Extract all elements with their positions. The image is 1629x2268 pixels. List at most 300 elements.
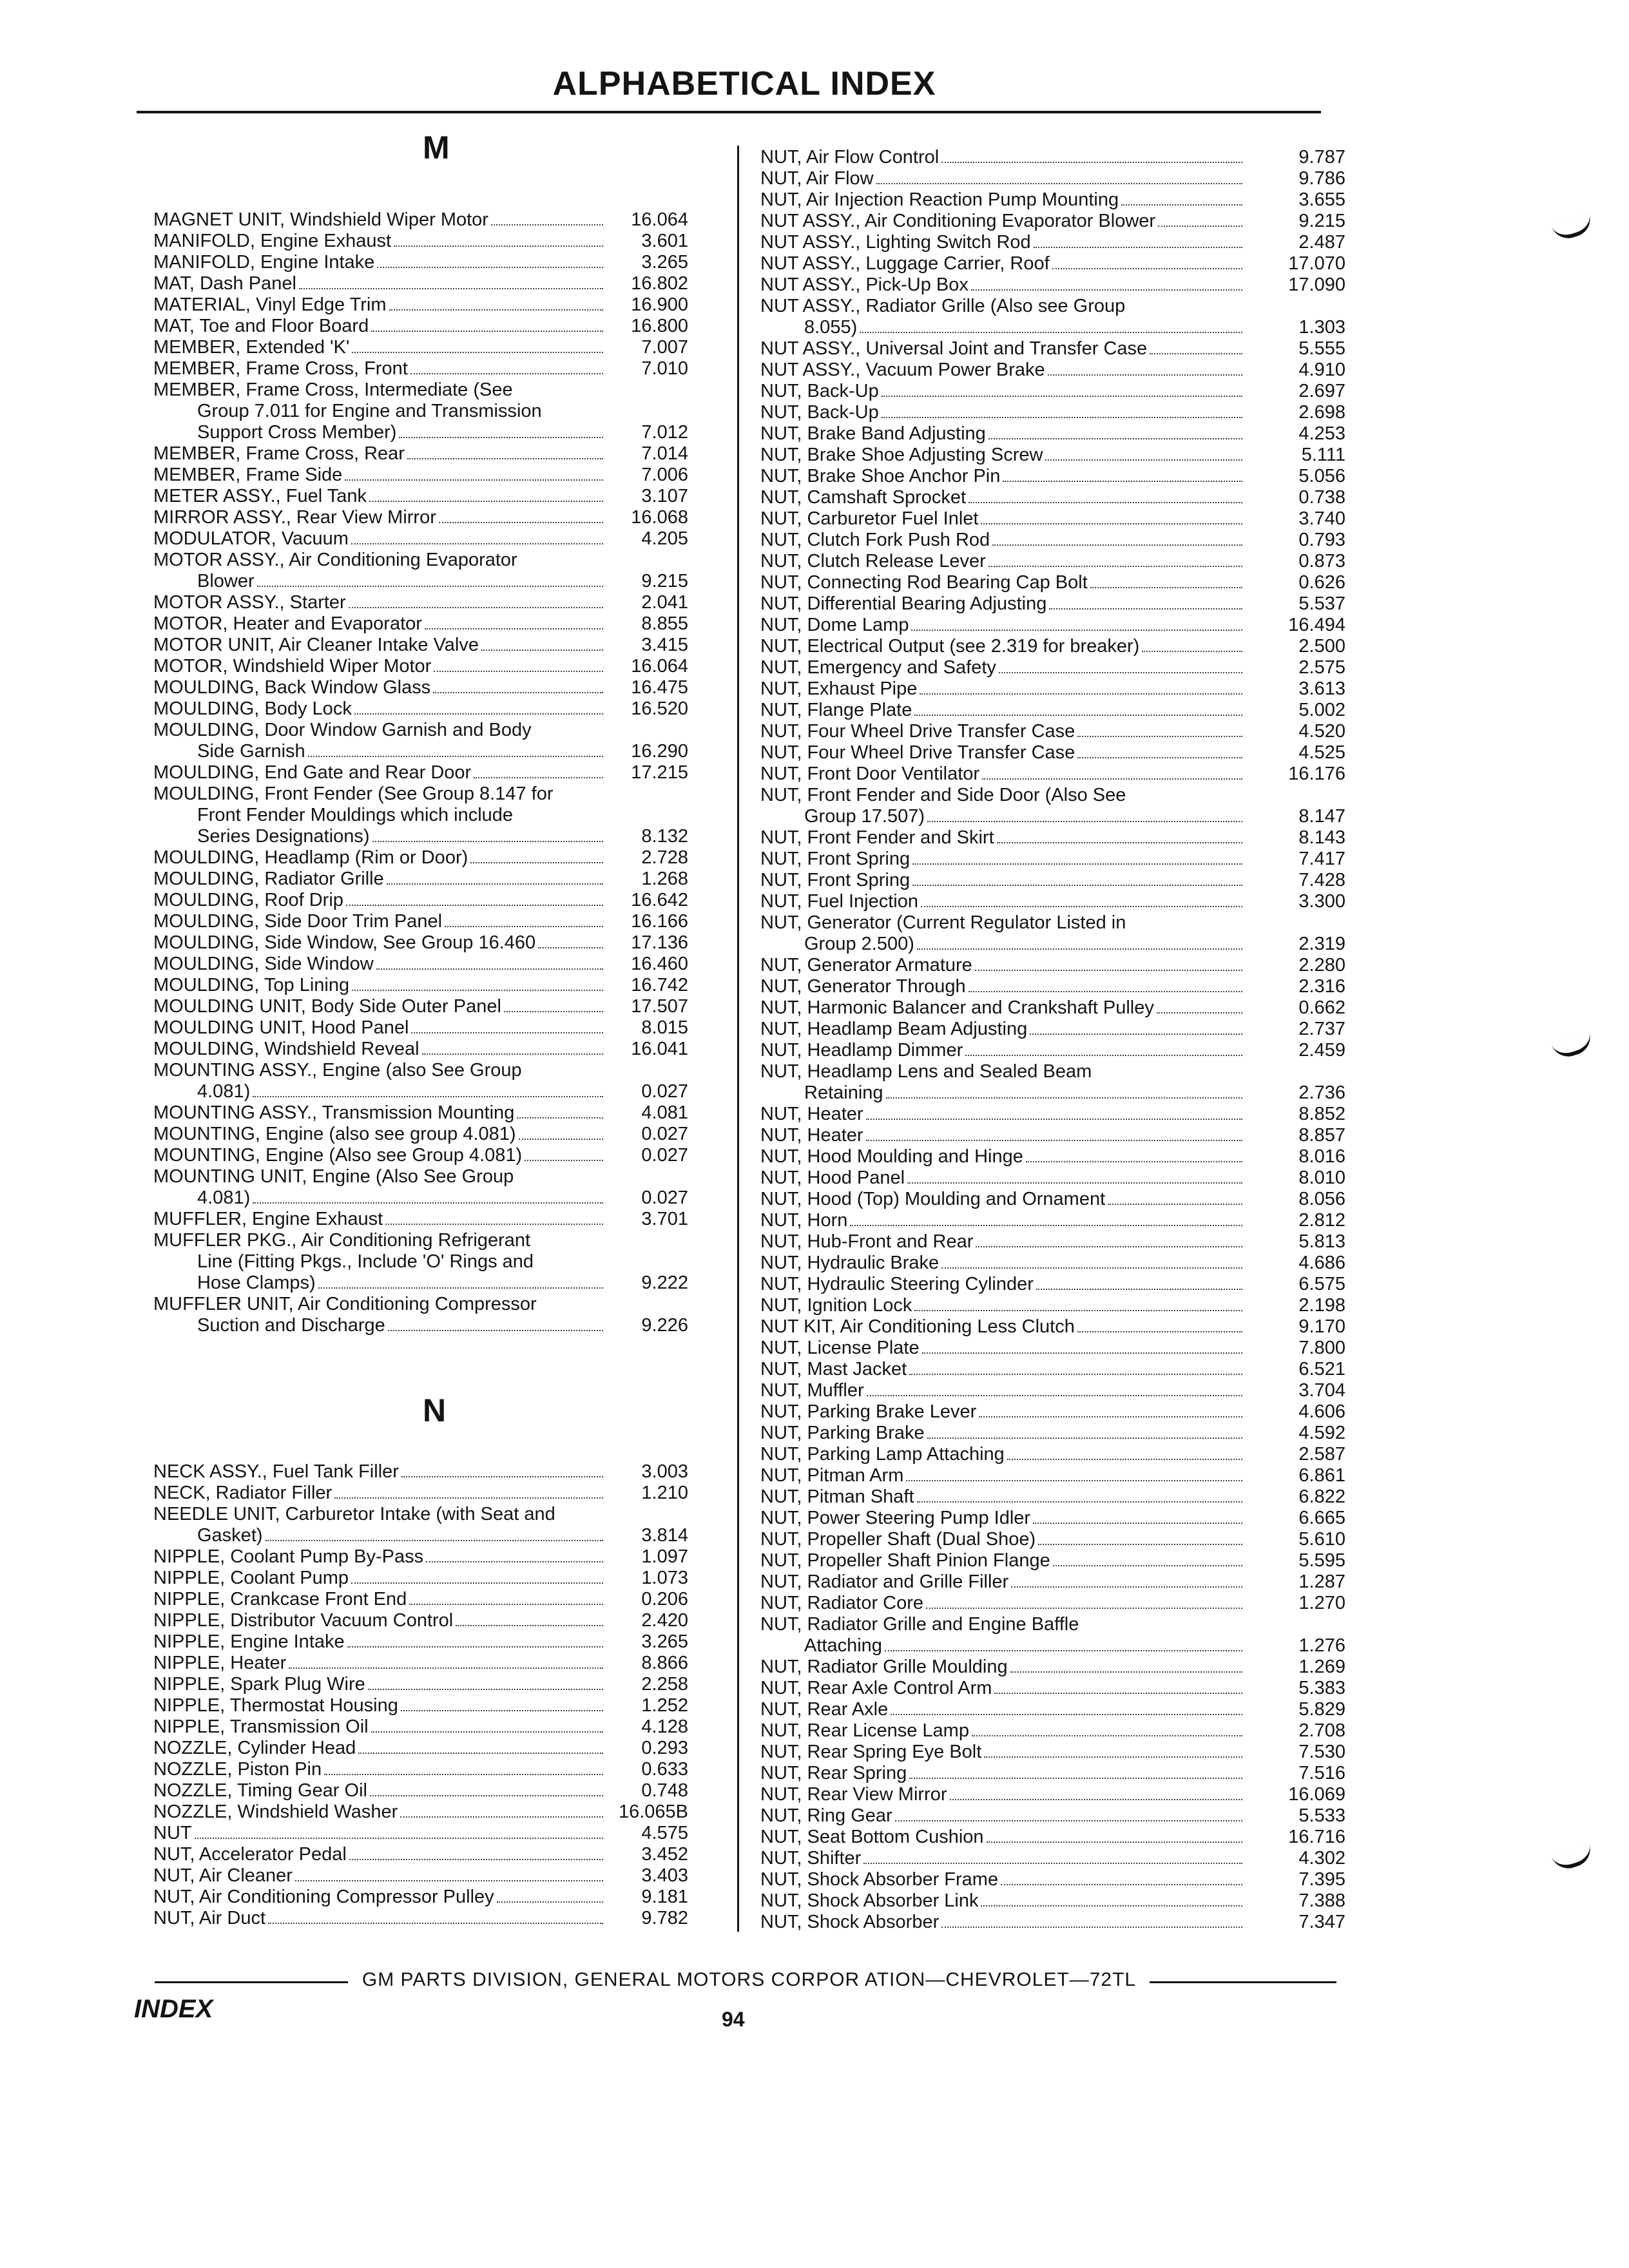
entry-description: 8.055) — [804, 317, 858, 338]
index-entry — [760, 1508, 1345, 1529]
entry-description: NUT, Front Spring — [760, 870, 911, 890]
dot-leader — [1077, 736, 1242, 737]
entry-line — [153, 1145, 606, 1166]
entry-description: MATERIAL, Vinyl Edge Trim — [153, 294, 387, 315]
entry-line — [153, 1060, 606, 1081]
index-entry — [760, 147, 1345, 168]
dot-leader — [1157, 1012, 1242, 1014]
dot-leader — [1053, 1565, 1242, 1566]
entry-line — [760, 636, 1245, 657]
entry-line — [153, 592, 606, 613]
index-entry — [153, 1695, 688, 1716]
entry-line — [760, 700, 1245, 721]
group-number: 4.128 — [641, 1716, 688, 1737]
dot-leader — [1038, 1544, 1242, 1545]
dot-leader — [352, 990, 603, 991]
index-entry — [760, 572, 1345, 593]
entry-description: MUFFLER UNIT, Air Conditioning Compressor — [153, 1294, 537, 1314]
entry-line — [153, 1780, 606, 1802]
entry-description: MANIFOLD, Engine Intake — [153, 252, 375, 273]
index-entry — [153, 1294, 688, 1336]
index-entry — [760, 1338, 1345, 1359]
group-number: 2.728 — [641, 847, 688, 868]
entry-description: NUT, Hydraulic Brake — [760, 1253, 940, 1273]
group-number: 6.861 — [1298, 1465, 1345, 1486]
dot-leader — [992, 544, 1242, 546]
dot-leader — [257, 586, 603, 587]
index-entry — [153, 911, 688, 932]
entry-description: MAT, Toe and Floor Board — [153, 316, 369, 336]
entry-description: NUT, Radiator Core — [760, 1593, 924, 1613]
entry-line — [153, 783, 606, 805]
entry-line — [760, 1253, 1245, 1274]
index-entry — [153, 1166, 688, 1209]
group-number: 4.081 — [641, 1102, 688, 1123]
dot-leader — [926, 1608, 1242, 1609]
group-number: 16.041 — [631, 1039, 688, 1059]
entry-line — [760, 1295, 1245, 1316]
entry-line — [760, 1720, 1245, 1742]
group-number: 9.222 — [641, 1273, 688, 1293]
index-entry — [760, 1720, 1345, 1742]
dot-leader — [866, 1140, 1242, 1141]
entry-description: NUT, Front Spring — [760, 849, 911, 869]
entry-description: NUT — [153, 1823, 192, 1843]
entry-description: NUT, Back-Up — [760, 381, 879, 401]
entry-list-nut — [760, 147, 1345, 1933]
dot-leader — [346, 905, 603, 906]
entry-description: NUT, Propeller Shaft Pinion Flange — [760, 1550, 1050, 1571]
dot-leader — [517, 1117, 603, 1119]
dot-leader — [1142, 651, 1242, 652]
entry-line — [760, 912, 1245, 934]
entry-line — [760, 1231, 1245, 1253]
group-number: 3.265 — [641, 252, 688, 273]
entry-description: NUT ASSY., Air Conditioning Evaporator Blower — [760, 211, 1156, 231]
index-entry — [760, 1465, 1345, 1486]
entry-description: NUT ASSY., Universal Joint and Transfer Case — [760, 338, 1148, 359]
entry-line — [153, 1483, 606, 1504]
dot-leader — [909, 1778, 1242, 1779]
dot-leader — [439, 522, 603, 523]
dot-leader — [497, 1901, 603, 1903]
dot-leader — [1003, 481, 1242, 482]
dot-leader — [445, 926, 603, 927]
dot-leader — [981, 1905, 1242, 1907]
entry-line — [153, 613, 606, 635]
entry-description: NUT, Carburetor Fuel Inlet — [760, 508, 979, 529]
index-entry — [760, 530, 1345, 551]
group-number: 8.857 — [1298, 1125, 1345, 1146]
dot-leader — [1077, 1331, 1242, 1332]
entry-description: NUT, Air Duct — [153, 1908, 266, 1928]
entry-description: MOULDING, Roof Drip — [153, 890, 343, 910]
entry-line — [153, 1887, 606, 1908]
dot-leader — [349, 607, 603, 608]
entry-description: Retaining — [804, 1082, 883, 1103]
index-entry — [760, 1848, 1345, 1869]
dot-leader — [1033, 1523, 1242, 1524]
group-number: 8.132 — [641, 826, 688, 847]
entry-description: Group 17.507) — [804, 806, 925, 827]
index-entry — [153, 869, 688, 890]
entry-line — [153, 1102, 606, 1124]
index-entry — [760, 1253, 1345, 1274]
group-number: 7.006 — [641, 465, 688, 485]
index-entry — [760, 253, 1345, 274]
index-entry — [760, 381, 1345, 402]
index-entry — [153, 1802, 688, 1823]
index-entry — [760, 1316, 1345, 1338]
group-number: 17.090 — [1288, 274, 1345, 295]
index-entry — [153, 1589, 688, 1610]
group-number: 16.068 — [631, 507, 688, 528]
entry-line — [760, 955, 1245, 976]
group-number: 3.003 — [641, 1461, 688, 1482]
dot-leader — [1007, 1459, 1242, 1460]
index-entry — [153, 465, 688, 486]
group-number: 0.633 — [641, 1759, 688, 1780]
entry-line — [153, 805, 606, 826]
group-number: 1.252 — [641, 1695, 688, 1716]
entry-description: NIPPLE, Spark Plug Wire — [153, 1674, 365, 1695]
group-number: 8.016 — [1298, 1146, 1345, 1167]
group-number: 2.575 — [1298, 657, 1345, 678]
dot-leader — [863, 1863, 1242, 1864]
entry-description: NUT, Shock Absorber Link — [760, 1890, 979, 1911]
entry-description: NUT, Pitman Arm — [760, 1465, 904, 1486]
entry-description: NUT, Camshaft Sprocket — [760, 487, 967, 508]
index-entry — [760, 1805, 1345, 1827]
entry-line — [760, 615, 1245, 636]
entry-description: MEMBER, Frame Cross, Front — [153, 358, 408, 379]
index-entry — [153, 1780, 688, 1802]
group-number: 0.027 — [641, 1081, 688, 1102]
dot-leader — [984, 1756, 1242, 1758]
entry-description: MAT, Dash Panel — [153, 273, 296, 294]
group-number: 2.319 — [1298, 934, 1345, 954]
entry-line — [760, 1657, 1245, 1678]
entry-line — [153, 1802, 606, 1823]
entry-description: Front Fender Mouldings which include — [197, 805, 514, 825]
entry-line — [153, 1251, 606, 1273]
entry-description: NOZZLE, Timing Gear Oil — [153, 1780, 367, 1801]
entry-description: MEMBER, Frame Side — [153, 465, 343, 485]
entry-line — [760, 1316, 1245, 1338]
index-entry — [153, 1124, 688, 1145]
dot-leader — [371, 1731, 603, 1733]
entry-line — [760, 721, 1245, 742]
page-title: ALPHABETICAL INDEX — [552, 65, 936, 102]
dot-leader — [538, 947, 603, 948]
group-number: 3.655 — [1298, 189, 1345, 210]
entry-line — [760, 296, 1245, 317]
entry-description: NUT, Flange Plate — [760, 700, 912, 720]
index-entry — [760, 1040, 1345, 1061]
entry-description: NUT ASSY., Radiator Grille (Also see Group — [760, 296, 1126, 316]
dot-leader — [387, 883, 603, 885]
entry-line — [760, 232, 1245, 253]
entry-description: MOULDING, Side Window — [153, 954, 374, 974]
entry-line — [760, 1146, 1245, 1168]
dot-leader — [914, 715, 1242, 716]
index-entry — [760, 1444, 1345, 1465]
group-number: 5.595 — [1298, 1550, 1345, 1571]
dot-leader — [352, 352, 603, 353]
entry-line — [153, 1081, 606, 1102]
index-entry — [760, 1019, 1345, 1040]
group-number: 2.487 — [1298, 232, 1345, 253]
binder-punch-mark — [1551, 1032, 1595, 1061]
dot-leader — [401, 1476, 603, 1477]
group-number: 16.176 — [1288, 764, 1345, 784]
entry-description: NUT, Pitman Shaft — [760, 1486, 914, 1507]
dot-leader — [1026, 1161, 1242, 1162]
dot-leader — [1108, 1204, 1242, 1205]
entry-description: NUT ASSY., Lighting Switch Rod — [760, 232, 1031, 253]
dot-leader — [308, 756, 603, 757]
entry-line — [153, 1039, 606, 1060]
index-entry — [760, 849, 1345, 870]
index-entry — [760, 891, 1345, 912]
entry-line — [760, 1805, 1245, 1827]
index-entry — [760, 1614, 1345, 1657]
entry-line — [760, 1061, 1245, 1082]
entry-description: NUT, Ring Gear — [760, 1805, 892, 1826]
entry-line — [153, 550, 606, 571]
group-number: 1.270 — [1298, 1593, 1345, 1613]
group-number: 4.606 — [1298, 1401, 1345, 1422]
group-number: 16.290 — [631, 741, 688, 762]
entry-description: NUT, Horn — [760, 1210, 848, 1231]
entry-line — [760, 1019, 1245, 1040]
dot-leader — [912, 863, 1242, 865]
entry-description: NUT, Four Wheel Drive Transfer Case — [760, 721, 1075, 742]
entry-description: NUT, Ignition Lock — [760, 1295, 912, 1316]
entry-line — [760, 1423, 1245, 1444]
index-entry — [153, 1716, 688, 1738]
entry-description: MOULDING, Body Lock — [153, 698, 352, 719]
entry-line — [153, 826, 606, 847]
entry-line — [760, 1125, 1245, 1146]
index-entry — [153, 1610, 688, 1631]
entry-line — [760, 1869, 1245, 1890]
entry-description: NUT, Rear License Lamp — [760, 1720, 969, 1741]
index-entry — [760, 1380, 1345, 1401]
entry-line — [760, 1571, 1245, 1593]
entry-description: 4.081) — [197, 1081, 251, 1102]
entry-description: NECK, Radiator Filler — [153, 1483, 333, 1503]
dot-leader — [921, 906, 1242, 907]
entry-line — [153, 1546, 606, 1568]
index-entry — [760, 1231, 1345, 1253]
entry-line — [153, 528, 606, 550]
dot-leader — [876, 183, 1242, 184]
dot-leader — [1052, 268, 1242, 269]
index-entry — [153, 1865, 688, 1887]
entry-line — [153, 1759, 606, 1780]
entry-line — [760, 1827, 1245, 1848]
index-entry — [760, 678, 1345, 700]
group-number: 0.873 — [1298, 551, 1345, 572]
group-number: 2.420 — [641, 1610, 688, 1631]
group-number: 0.293 — [641, 1738, 688, 1758]
dot-leader — [268, 1923, 603, 1924]
entry-description: NUT, Differential Bearing Adjusting — [760, 593, 1047, 614]
dot-leader — [1048, 374, 1242, 376]
index-entry — [760, 1189, 1345, 1210]
entry-line — [153, 1631, 606, 1653]
group-number: 16.494 — [1288, 615, 1345, 635]
index-entry — [153, 294, 688, 316]
dot-leader — [519, 1139, 603, 1140]
dot-leader — [354, 713, 603, 715]
dot-leader — [997, 842, 1242, 843]
entry-line — [760, 1848, 1245, 1869]
entry-line — [153, 762, 606, 783]
dot-leader — [1077, 757, 1242, 758]
entry-line — [760, 530, 1245, 551]
index-entry — [153, 528, 688, 550]
group-number: 6.521 — [1298, 1359, 1345, 1379]
entry-description: NUT, Hub-Front and Rear — [760, 1231, 974, 1252]
group-number: 7.395 — [1298, 1869, 1345, 1890]
entry-line — [153, 1315, 606, 1336]
group-number: 7.014 — [641, 443, 688, 464]
index-entry — [760, 1657, 1345, 1678]
group-number: 3.740 — [1298, 508, 1345, 529]
index-entry — [760, 360, 1345, 381]
index-entry — [153, 592, 688, 613]
dot-leader — [407, 458, 603, 459]
index-entry — [760, 402, 1345, 423]
entry-line — [153, 932, 606, 954]
group-number: 4.205 — [641, 528, 688, 549]
group-number: 2.587 — [1298, 1444, 1345, 1465]
dot-leader — [426, 1561, 603, 1562]
index-entry — [760, 211, 1345, 232]
index-entry — [153, 209, 688, 231]
dot-leader — [349, 1859, 603, 1860]
group-number: 17.507 — [631, 996, 688, 1017]
entry-description: NUT, Parking Brake Lever — [760, 1401, 977, 1422]
group-number: 7.010 — [641, 358, 688, 379]
index-entry — [760, 1784, 1345, 1805]
entry-line — [760, 1040, 1245, 1061]
group-number: 17.070 — [1288, 253, 1345, 274]
index-entry — [760, 296, 1345, 338]
entry-line — [153, 422, 606, 443]
dot-leader — [914, 1310, 1242, 1311]
group-number: 4.520 — [1298, 721, 1345, 742]
entry-description: NUT, Rear Axle — [760, 1699, 889, 1720]
dot-leader — [347, 1646, 603, 1648]
entry-description: NUT, Accelerator Pedal — [153, 1844, 347, 1865]
index-entry — [760, 1210, 1345, 1231]
dot-leader — [1010, 1671, 1242, 1673]
entry-line — [760, 1104, 1245, 1125]
entry-line — [760, 1699, 1245, 1720]
group-number: 2.708 — [1298, 1720, 1345, 1741]
dot-leader — [1090, 587, 1242, 588]
entry-line — [760, 997, 1245, 1019]
entry-description: Hose Clamps) — [197, 1273, 316, 1293]
entry-description: NUT, Emergency and Safety — [760, 657, 996, 678]
group-number: 16.475 — [631, 677, 688, 698]
entry-description: MOUNTING, Engine (also see group 4.081) — [153, 1124, 516, 1144]
entry-line — [153, 358, 606, 380]
dot-leader — [982, 778, 1242, 780]
group-number: 3.403 — [641, 1865, 688, 1886]
group-number: 6.575 — [1298, 1274, 1345, 1294]
entry-line — [760, 189, 1245, 211]
dot-leader — [370, 1795, 603, 1796]
group-number: 17.136 — [631, 932, 688, 953]
entry-line — [153, 1124, 606, 1145]
section-letter-n: N — [423, 1392, 447, 1428]
entry-description: NIPPLE, Coolant Pump By-Pass — [153, 1546, 424, 1567]
entry-line — [153, 1209, 606, 1230]
group-number: 3.265 — [641, 1631, 688, 1652]
entry-description: MANIFOLD, Engine Exhaust — [153, 231, 392, 251]
entry-line — [760, 1529, 1245, 1550]
entry-description: MAGNET UNIT, Windshield Wiper Motor — [153, 209, 488, 230]
entry-description: MOULDING UNIT, Hood Panel — [153, 1017, 409, 1038]
entry-line — [760, 764, 1245, 785]
entry-description: NUT, Air Conditioning Compressor Pulley — [153, 1887, 494, 1907]
entry-line — [760, 1890, 1245, 1912]
group-number: 2.280 — [1298, 955, 1345, 975]
entry-description: NUT, Hydraulic Steering Cylinder — [760, 1274, 1034, 1294]
index-entry — [153, 1102, 688, 1124]
dot-leader — [525, 1160, 603, 1161]
group-number: 5.002 — [1298, 700, 1345, 720]
index-entry — [760, 1486, 1345, 1508]
dot-leader — [253, 1202, 603, 1204]
entry-line — [760, 1380, 1245, 1401]
index-entry — [153, 1844, 688, 1865]
entry-description: NUT, Power Steering Pump Idler — [760, 1508, 1031, 1528]
index-entry — [760, 1890, 1345, 1912]
dot-leader — [422, 1053, 603, 1055]
entry-line — [760, 572, 1245, 593]
index-entry — [760, 636, 1345, 657]
entry-line — [760, 785, 1245, 806]
index-entry — [153, 1017, 688, 1039]
group-number: 4.686 — [1298, 1253, 1345, 1273]
entry-line — [760, 402, 1245, 423]
dot-leader — [456, 1625, 603, 1626]
index-entry — [760, 1359, 1345, 1380]
group-number: 16.520 — [631, 698, 688, 719]
entry-description: Blower — [197, 571, 255, 591]
dot-leader — [1049, 608, 1242, 610]
dot-leader — [917, 948, 1242, 950]
entry-description: NUT, Four Wheel Drive Transfer Case — [760, 742, 1075, 763]
group-number: 5.533 — [1298, 1805, 1345, 1826]
entry-line — [153, 401, 606, 422]
index-entry — [153, 358, 688, 380]
index-entry — [760, 912, 1345, 955]
entry-description: NUT, Clutch Release Lever — [760, 551, 986, 572]
entry-description: Side Garnish — [197, 741, 305, 762]
entry-description: MOTOR ASSY., Air Conditioning Evaporator — [153, 550, 517, 570]
entry-line — [153, 1525, 606, 1546]
index-entry — [153, 443, 688, 465]
entry-description: NOZZLE, Cylinder Head — [153, 1738, 356, 1758]
entry-line — [760, 423, 1245, 445]
entry-description: NUT, Fuel Injection — [760, 891, 918, 912]
